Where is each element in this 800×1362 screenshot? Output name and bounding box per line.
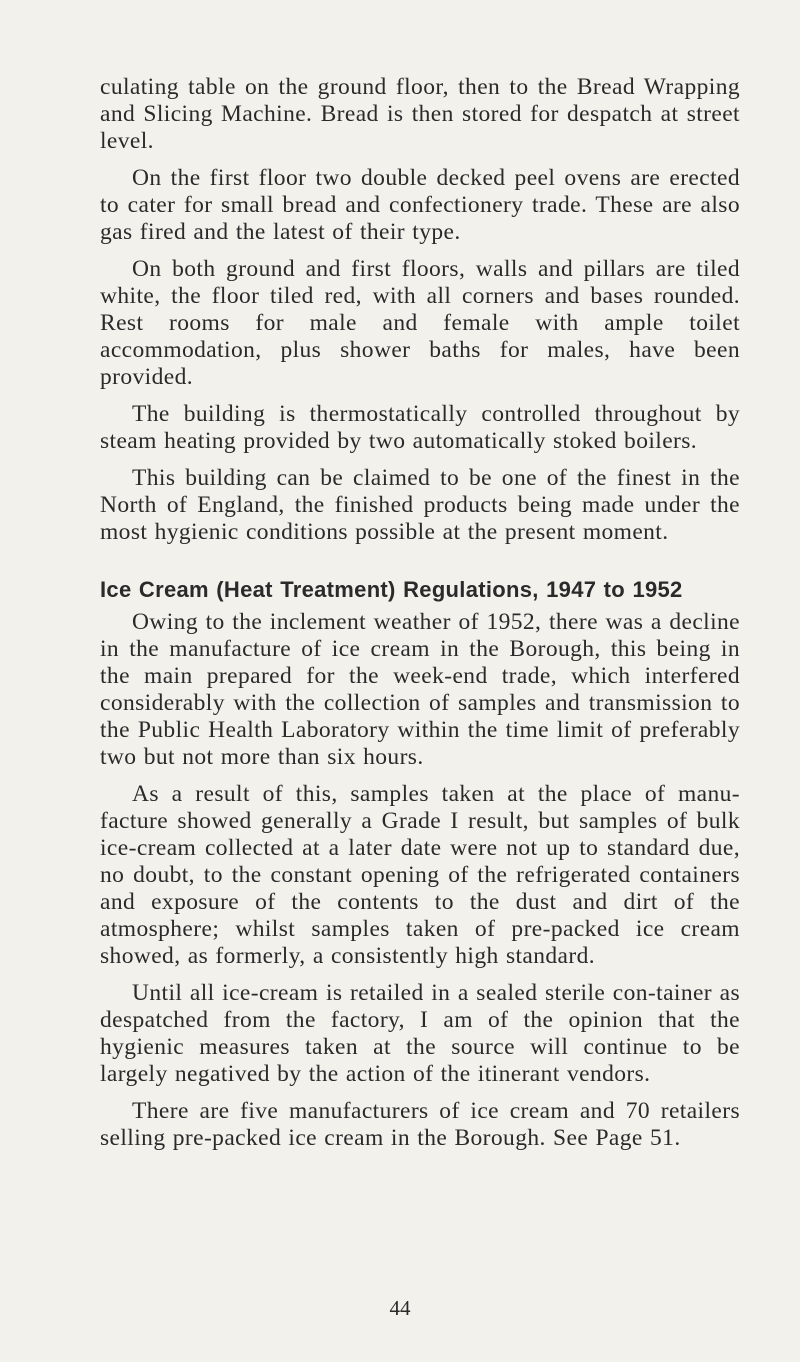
body-text: [100, 74, 740, 1162]
paragraph: There are five manufacturers of ice cream and 70 retailers selling pre-packed ice cream in the Borough. See Page 51.: [100, 1098, 740, 1151]
paragraph: As a result of this, samples taken at the place of manu-facture showed generally a Grade I result, but samples of bulk ice-cream collected at a later date were not up to standard due, no doubt, to the constant opening of the refrigerated containers and exposure of the contents to the dust and dirt of the atmosphere; whilst samples taken of pre-packed ice cream showed, as formerly, a consistently high standard.: [100, 781, 740, 969]
section-heading: Ice Cream (Heat Treatment) Regulations, 1947 to 1952: [100, 577, 683, 602]
paragraph: This building can be claimed to be one of the finest in the North of England, the finished products being made under the most hygienic conditions possible at the present moment.: [100, 465, 740, 545]
paragraph: Owing to the inclement weather of 1952, there was a decline in the manufacture of ice cream in the Borough, this being in the main prepared for the week-end trade, which interfered considerably with the collection of samples and transmission to the Public Health Laboratory within the time limit of preferably two but not more than six hours.: [100, 609, 740, 770]
paragraph: The building is thermostatically controlled throughout by steam heating provided by two automatically stoked boilers.: [100, 401, 740, 454]
page-number: 44: [389, 1296, 411, 1320]
paragraph: On both ground and first floors, walls and pillars are tiled white, the floor tiled red, with all corners and bases rounded. Rest rooms for male and female with ample toilet accommodation, plus shower baths for males, have been provided.: [100, 256, 740, 390]
paragraph: Until all ice-cream is retailed in a sealed sterile con-tainer as despatched from the factory, I am of the opinion that the hygienic measures taken at the source will continue to be largely negatived by the action of the itinerant vendors.: [100, 980, 740, 1087]
paragraph: culating table on the ground floor, then to the Bread Wrapping and Slicing Machine. Bread is then stored for despatch at street level.: [100, 74, 740, 154]
paragraph: On the first floor two double decked peel ovens are erected to cater for small bread and confectionery trade. These are also gas fired and the latest of their type.: [100, 165, 740, 245]
